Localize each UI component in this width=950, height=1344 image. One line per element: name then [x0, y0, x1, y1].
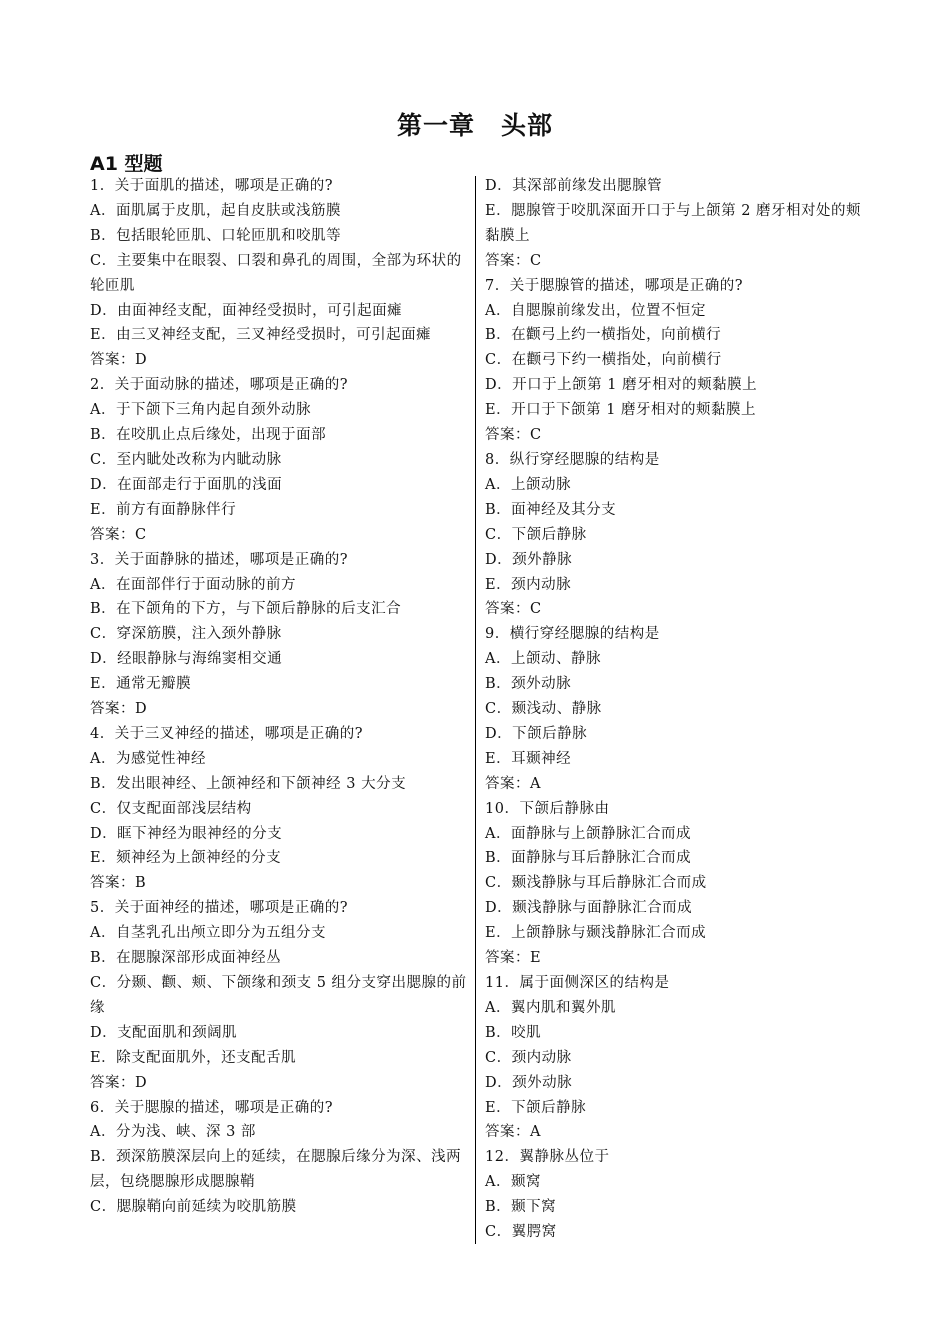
- option-line: B．在咬肌止点后缘处，出现于面部: [90, 427, 327, 444]
- option-line: C．颞浅静脉与耳后静脉汇合而成: [485, 875, 707, 892]
- question-line: 4．关于三叉神经的描述，哪项是正确的?: [90, 725, 363, 742]
- option-line: A．自茎乳孔出颅立即分为五组分支: [90, 925, 326, 942]
- left-column: [90, 174, 472, 1220]
- option-line: D．开口于上颌第 1 磨牙相对的颊黏膜上: [485, 377, 758, 394]
- answer-line: 答案：D: [90, 1074, 148, 1091]
- option-line: C．翼腭窝: [485, 1224, 557, 1241]
- question-line: 5．关于面神经的描述，哪项是正确的?: [90, 900, 348, 917]
- question-line: 2．关于面动脉的描述，哪项是正确的?: [90, 377, 348, 394]
- option-line: C．主要集中在眼裂、口裂和鼻孔的周围，全部为环状的轮匝肌: [90, 252, 462, 294]
- option-line: E．由三叉神经支配，三叉神经受损时，可引起面瘫: [90, 327, 432, 344]
- option-line: A．面静脉与上颌静脉汇合而成: [485, 825, 691, 842]
- option-line: A．翼内肌和翼外肌: [485, 999, 616, 1016]
- answer-line: 答案：E: [485, 950, 542, 967]
- option-line: A．于下颌下三角内起自颈外动脉: [90, 402, 311, 419]
- option-line: A．在面部伴行于面动脉的前方: [90, 576, 296, 593]
- option-line: E．除支配面肌外，还支配舌肌: [90, 1049, 297, 1066]
- option-line: D．在面部走行于面肌的浅面: [90, 476, 283, 493]
- option-line: D．由面神经支配，面神经受损时，可引起面瘫: [90, 302, 403, 319]
- option-line: D．颈外动脉: [485, 1074, 573, 1091]
- answer-line: 答案：A: [485, 775, 541, 792]
- option-line: B．发出眼神经、上颌神经和下颌神经 3 大分支: [90, 775, 407, 792]
- option-line: A．自腮腺前缘发出，位置不恒定: [485, 302, 706, 319]
- answer-line: 答案：D: [90, 701, 148, 718]
- answer-line: 答案：A: [485, 1124, 541, 1141]
- question-line: 1．关于面肌的描述，哪项是正确的?: [90, 178, 333, 194]
- question-line: 9．横行穿经腮腺的结构是: [485, 626, 660, 643]
- option-line: D．颞浅静脉与面静脉汇合而成: [485, 900, 693, 917]
- answer-line: 答案：C: [90, 526, 147, 543]
- question-line: 8．纵行穿经腮腺的结构是: [485, 451, 660, 468]
- option-line: E．前方有面静脉伴行: [90, 501, 237, 518]
- option-line: A．上颌动脉: [485, 476, 571, 493]
- question-line: 6．关于腮腺的描述，哪项是正确的?: [90, 1099, 333, 1116]
- option-line: A．颞窝: [485, 1174, 541, 1191]
- question-line: 7．关于腮腺管的描述，哪项是正确的?: [485, 277, 743, 294]
- option-line: C．至内眦处改称为内眦动脉: [90, 451, 282, 468]
- option-line: E．耳颞神经: [485, 750, 572, 767]
- option-line: A．为感觉性神经: [90, 750, 206, 767]
- option-line: B．面静脉与耳后静脉汇合而成: [485, 850, 692, 867]
- answer-line: 答案：C: [485, 427, 542, 444]
- option-line: A．分为浅、峡、深 3 部: [90, 1124, 256, 1141]
- question-line: 3．关于面静脉的描述，哪项是正确的?: [90, 551, 348, 568]
- right-column: [485, 174, 867, 1245]
- option-line: C．腮腺鞘向前延续为咬肌筋膜: [90, 1199, 297, 1216]
- option-line: E．颏神经为上颌神经的分支: [90, 850, 282, 867]
- option-line: A．面肌属于皮肌，起自皮肤或浅筋膜: [90, 202, 341, 219]
- column-divider: [475, 176, 476, 1244]
- option-line: E．开口于下颌第 1 磨牙相对的颊黏膜上: [485, 402, 757, 419]
- option-line: E．腮腺管于咬肌深面开口于与上颌第 2 磨牙相对处的颊黏膜上: [485, 202, 862, 244]
- option-line: B．颈外动脉: [485, 676, 572, 693]
- question-line: 11．属于面侧深区的结构是: [485, 975, 670, 991]
- option-line: C．在颧弓下约一横指处，向前横行: [485, 352, 722, 369]
- option-line: C．颞浅动、静脉: [485, 701, 602, 718]
- option-line: B．颈深筋膜深层向上的延续，在腮腺后缘分为深、浅两层，包绕腮腺形成腮腺鞘: [90, 1149, 462, 1191]
- option-line: D．支配面肌和颈阔肌: [90, 1024, 238, 1041]
- chapter-title: 第一章 头部: [396, 111, 553, 140]
- answer-line: 答案：B: [90, 875, 147, 892]
- option-line: B．在腮腺深部形成面神经丛: [90, 950, 282, 967]
- option-line: C．分颞、颧、颊、下颌缘和颈支 5 组分支穿出腮腺的前缘: [90, 975, 467, 1016]
- section-heading: A1 型题: [90, 153, 163, 175]
- option-line: B．在下颌角的下方，与下颌后静脉的后支汇合: [90, 601, 402, 618]
- option-line: D．经眼静脉与海绵窦相交通: [90, 651, 283, 668]
- option-line: D．颈外静脉: [485, 551, 573, 568]
- option-line: B．面神经及其分支: [485, 501, 617, 518]
- option-line: E．颈内动脉: [485, 576, 572, 593]
- option-line: E．通常无瓣膜: [90, 676, 192, 693]
- option-line: D．下颌后静脉: [485, 725, 588, 742]
- answer-line: 答案：C: [485, 601, 542, 618]
- option-line: C．颈内动脉: [485, 1049, 572, 1066]
- option-line: D．眶下神经为眼神经的分支: [90, 825, 283, 842]
- option-line: A．上颌动、静脉: [485, 651, 601, 668]
- option-line: B．在颧弓上约一横指处，向前横行: [485, 327, 722, 344]
- option-line: C．仅支配面部浅层结构: [90, 800, 252, 817]
- option-line: C．穿深筋膜，注入颈外静脉: [90, 626, 282, 643]
- option-line: B．包括眼轮匝肌、口轮匝肌和咬肌等: [90, 227, 342, 244]
- question-line: 10．下颌后静脉由: [485, 800, 610, 817]
- option-line: E．下颌后静脉: [485, 1099, 587, 1116]
- option-line: B．颞下窝: [485, 1199, 557, 1216]
- option-line: C．下颌后静脉: [485, 526, 587, 543]
- option-line: D．其深部前缘发出腮腺管: [485, 178, 663, 194]
- answer-line: 答案：D: [90, 352, 148, 369]
- question-line: 12．翼静脉丛位于: [485, 1149, 610, 1166]
- option-line: B．咬肌: [485, 1024, 542, 1041]
- answer-line: 答案：C: [485, 252, 542, 269]
- option-line: E．上颌静脉与颞浅静脉汇合而成: [485, 925, 707, 942]
